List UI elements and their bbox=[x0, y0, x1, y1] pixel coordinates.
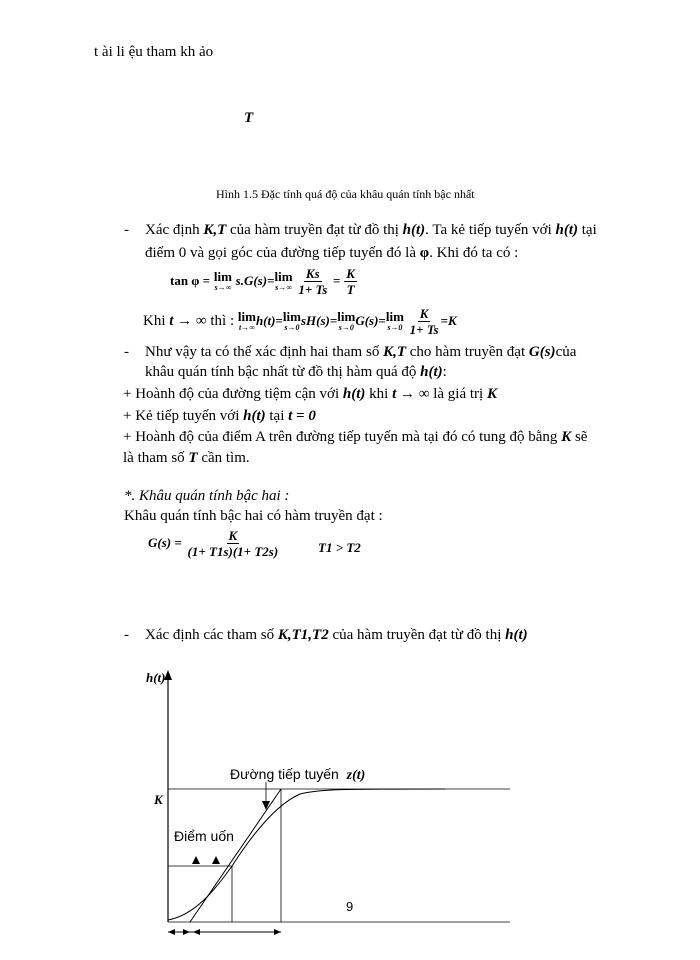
interval-tu-arrow-right bbox=[183, 929, 190, 935]
plus-item-asymptote: + Hoành độ của đường tiệm cận với h(t) khi t → ∞ là giá trị K bbox=[123, 386, 497, 402]
bullet: - bbox=[124, 344, 129, 360]
plus-item-point-a-line1: + Hoành độ của điểm A trên đường tiếp tuyến mà tại đó có tung độ bằng K sẽ bbox=[123, 429, 588, 445]
para3-line: Xác định các tham số K,T1,T2 của hàm truyền đạt từ đồ thị h(t) bbox=[145, 627, 528, 643]
formula-second-order: G(s) = $\frac{K}{(1+ T1s)(1+ T2s)}$ bbox=[148, 528, 279, 559]
page-header: t ài li ệu tham kh ảo bbox=[94, 44, 214, 60]
tangent-label: Đường tiếp tuyến z(t) bbox=[230, 766, 366, 783]
inflection-marker-2 bbox=[212, 856, 220, 864]
para1-line1: Xác định K,T của hàm truyền đạt từ đồ thị h(t). Ta kẻ tiếp tuyến với h(t) tại bbox=[145, 222, 597, 238]
inflection-label: Điểm uốn bbox=[174, 828, 234, 844]
condition-t1-t2: T1 > T2 bbox=[318, 540, 361, 555]
section-title: *. Khâu quán tính bậc hai : bbox=[124, 488, 290, 504]
bullet: - bbox=[124, 627, 129, 643]
para1-line2: điểm 0 và gọi góc của đường tiếp tuyến đó là φ. Khi đó ta có : bbox=[145, 245, 519, 261]
step-response-curve bbox=[168, 789, 445, 920]
page-number: 9 bbox=[346, 899, 354, 914]
K-axis-label: K bbox=[154, 792, 163, 807]
plus-item-tangent: + Kẻ tiếp tuyến với h(t) tại t = 0 bbox=[123, 408, 316, 424]
tangent-label-arrowhead bbox=[262, 801, 270, 810]
bullet: - bbox=[124, 222, 129, 238]
figure-caption: Hình 1.5 Đặc tính quá độ của khâu quán tính bậc nhất bbox=[216, 187, 475, 201]
inflection-marker-1 bbox=[192, 856, 200, 864]
interval-tg-arrow-left bbox=[193, 929, 200, 935]
y-axis-label: h(t) bbox=[146, 670, 166, 685]
plus-item-point-a-line2: là tham số T cần tìm. bbox=[123, 450, 250, 466]
formula-tan-phi: tan φ = lim s→∞ s.G(s)= lim s→∞ $\frac{Ks}{1+ Ts}$ = $\frac{K}{T}$ bbox=[170, 266, 355, 297]
figure-label-T: T bbox=[244, 110, 254, 126]
interval-tg-arrow-right bbox=[274, 929, 281, 935]
tangent-line bbox=[190, 789, 281, 922]
para2-line2: khâu quán tính bậc nhất từ đồ thị hàm quá độ h(t): bbox=[145, 364, 447, 380]
interval-tu-arrow-left bbox=[168, 929, 175, 935]
section-intro: Khâu quán tính bậc hai có hàm truyền đạt : bbox=[124, 508, 383, 524]
para2-line1: Như vậy ta có thể xác định hai tham số K,T cho hàm truyền đạt G(s)của bbox=[145, 344, 577, 360]
formula-limit: Khi t → ∞ thì : lim t→∞ h(t)= lim s→0 sH(s)= lim s→0 G(s)= lim s→0 $\frac{K}{1+ Ts}$ =K bbox=[143, 306, 457, 337]
